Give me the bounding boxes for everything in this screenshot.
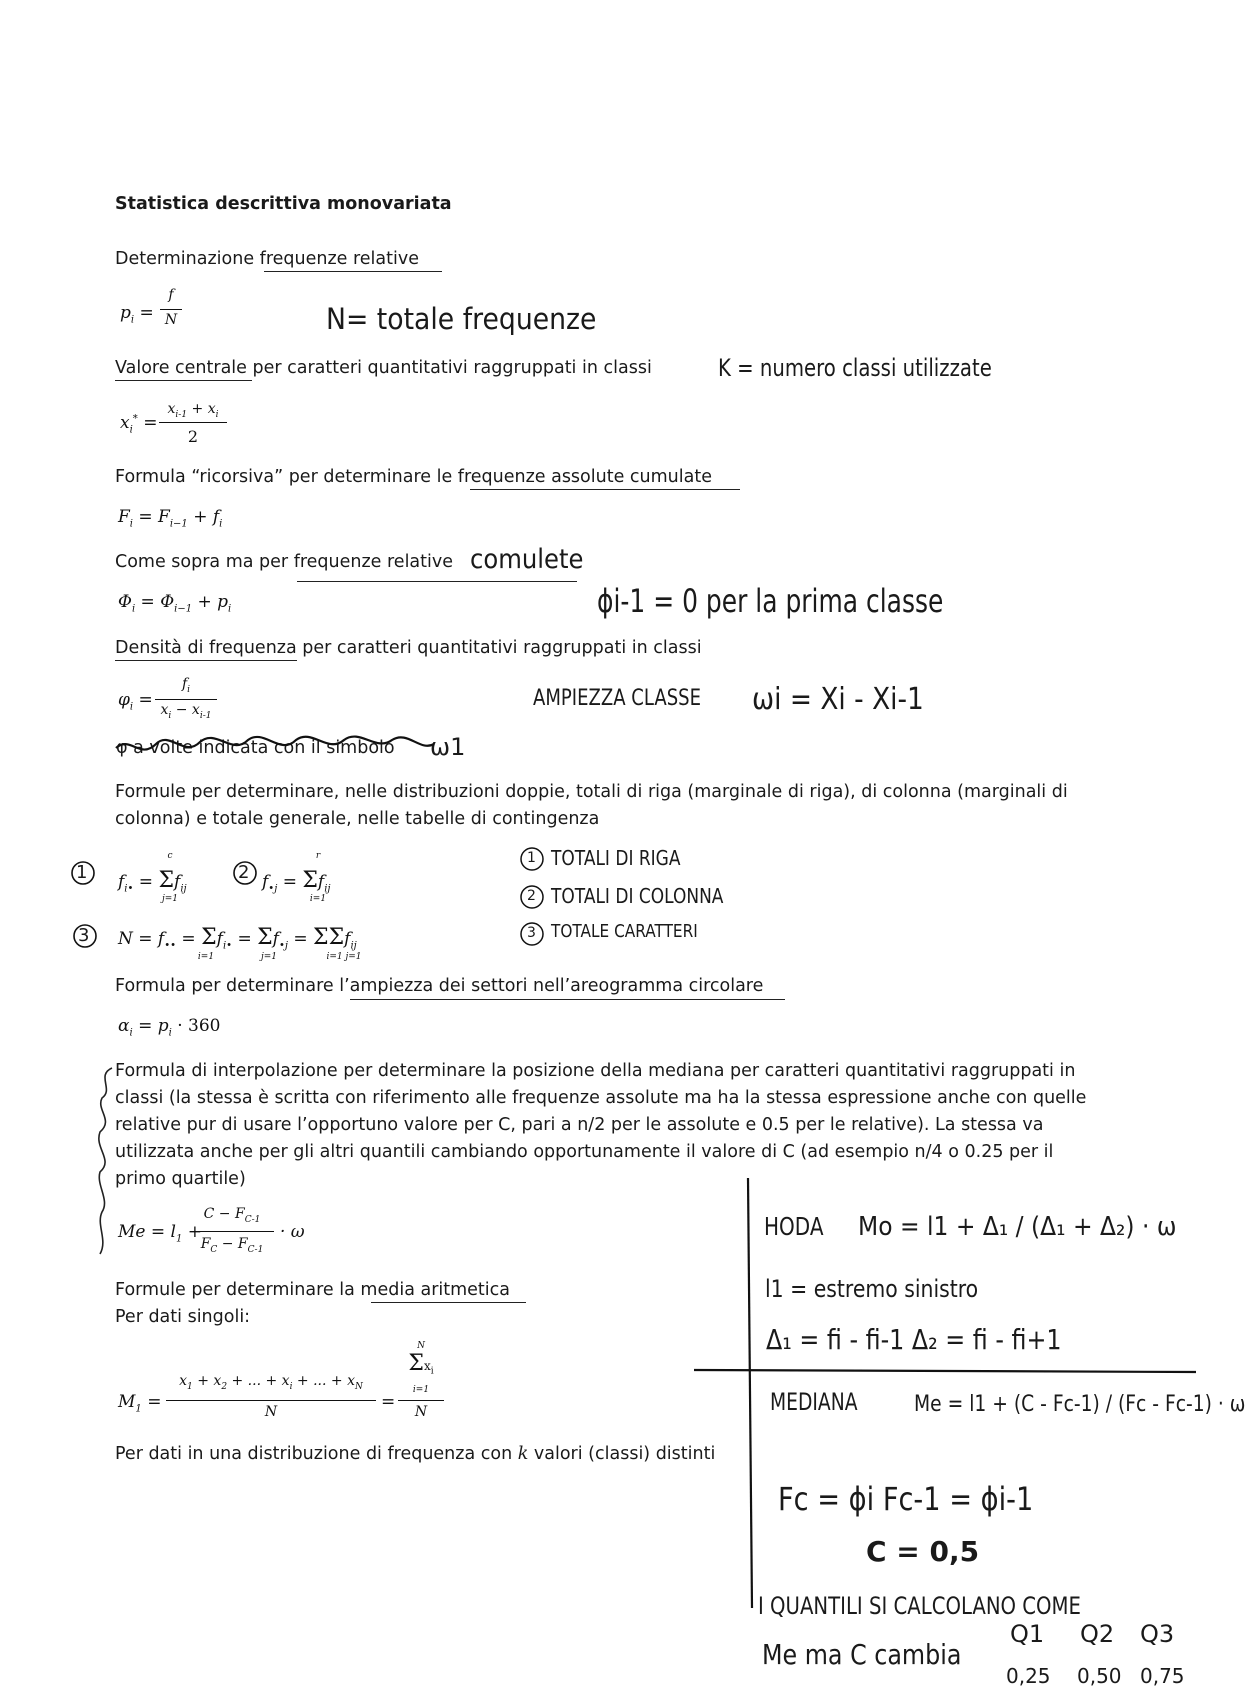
sum-upper: c (167, 851, 173, 861)
formula-den: 2 (187, 427, 199, 446)
hand-q3-value: 0,75 (1140, 1664, 1185, 1688)
formula-den: $x_i - x_{i-1}$ (160, 702, 212, 721)
handwritten-grand-total: TOTALE CARATTERI (551, 921, 698, 942)
sum-lower: j=1 (161, 894, 179, 904)
hand-moda-l1: l1 = estremo sinistro (765, 1275, 979, 1303)
circle-mark-1 (72, 862, 94, 884)
formula-column-totals: $f_{•j} = \Sigma f_{ij}$ (262, 868, 331, 895)
mediana-paragraph: Formula di interpolazione per determinare la posizione della mediana per caratteri quantitativi raggruppati in classi (la stessa è scritta con riferimento alle frequenze assolute ma ha la stessa espressione anche con quelle relative pur di usare l’opportuno valore per C, pari a n/2 per le assolute e 0.5 per le relative). La stessa va utilizzata anche per gli altri quantili cambiando opportunamente il valore di C (ad esempio n/4 o 0.25 per il primo quartile) (115, 1061, 1087, 1189)
handwritten-row-totals: TOTALI DI RIGA (551, 846, 681, 870)
brace-scribble (99, 1068, 112, 1254)
circled-note-mark-3: 3 (527, 925, 536, 941)
formula-den: $F_C - F_{C-1}$ (200, 1236, 264, 1255)
circled-mark-2: 2 (238, 862, 250, 883)
contingenza-paragraph: Formule per determinare, nelle distribuzioni doppie, totali di riga (marginale di riga), di colonna (marginali di colonna) e totale generale, nelle tabelle di contingenza (115, 782, 1068, 829)
strike-scribble (116, 737, 434, 750)
circle-mark-2 (234, 862, 256, 884)
hand-moda-label: HODA (764, 1212, 824, 1241)
sum-upper: r (315, 851, 321, 861)
handwritten-comulete: comulete (470, 544, 584, 575)
formula-sector-angle: $\alpha_i = p_i \cdot 360$ (118, 1016, 221, 1039)
media-single-data: Per dati singoli: (115, 1307, 251, 1327)
formula-lhs: $Me = l_1$ + (118, 1222, 202, 1245)
hand-q2-value: 0,50 (1077, 1664, 1122, 1688)
hand-mediana-formula: Me = l1 + (C - Fc-1) / (Fc - Fc-1) · ω (914, 1392, 1245, 1417)
heading-text: per caratteri quantitativi raggruppati in classi (246, 358, 652, 378)
heading-text: Come sopra ma per (115, 552, 294, 572)
circled-mark-1: 1 (76, 862, 88, 883)
formula-cumulative-relative: $\Phi_i = \Phi_{i-1} + p_i$ (118, 592, 232, 615)
heading-underlined: Densità di frequenza (115, 638, 297, 658)
formula-den: N (164, 312, 178, 328)
handwritten-note-phi: ϕi-1 = 0 per la prima classe (597, 582, 944, 620)
formula-den: N (414, 1404, 428, 1420)
heading-underlined: frequenze relative (293, 552, 454, 572)
hand-moda-formula: Mo = l1 + Δ₁ / (Δ₁ + Δ₂) · ω (858, 1212, 1177, 1242)
hand-quantili-line: I QUANTILI SI CALCOLANO COME (758, 1592, 1081, 1620)
handwritten-ampiezza: AMPIEZZA CLASSE (533, 686, 701, 711)
page-title: Statistica descrittiva monovariata (115, 194, 452, 214)
sum-lower: i=1 (412, 1385, 430, 1395)
formula-num: f (168, 287, 174, 303)
heading-underlined: ampiezza dei settori nell’areogramma circolare (349, 976, 764, 996)
circled-note-mark-1: 1 (527, 850, 536, 866)
formula-num: $C - F_{C-1}$ (203, 1206, 261, 1225)
hand-quantili-line2: Me ma C cambia (762, 1638, 962, 1671)
formula-den: N (264, 1404, 278, 1420)
heading-text: Determinazione (115, 249, 260, 269)
heading-text: Formula “ricorsiva” per determinare le (115, 467, 458, 487)
formula-equals: = (381, 1392, 396, 1412)
sum-lower: i=1 (197, 952, 215, 962)
formula-num: $x_{i-1} + x_i$ (167, 401, 219, 420)
formula-row-totals: $f_{i•} = \Sigma f_{ij}$ (118, 868, 187, 895)
formula-lhs: $\varphi_i$ = (118, 690, 153, 713)
sum-lower: i=1 j=1 (326, 952, 362, 962)
circle-note-1 (521, 848, 543, 870)
hand-mediana-label: MEDIANA (770, 1388, 858, 1416)
handwritten-omega1: ω1 (430, 733, 466, 761)
hand-q2: Q2 (1080, 1620, 1115, 1648)
formula-cumulative-absolute: $F_i = F_{i-1} + f_i$ (118, 507, 223, 530)
handwritten-width-formula: ωi = Xi - Xi-1 (752, 682, 924, 717)
sum-symbol: $\Sigma x_i$ (408, 1351, 434, 1377)
formula-lhs: $M_1$ = (118, 1392, 162, 1415)
formula-lhs: $x_i^*$ = (120, 413, 158, 436)
handwritten-note-k: K = numero classi utilizzate (718, 354, 992, 382)
circled-note-mark-2: 2 (527, 888, 536, 904)
struck-line: φ a volte indicata con il simbolo (116, 738, 395, 758)
circle-note-2 (521, 886, 543, 908)
heading-text: Formula per determinare l’ (115, 976, 350, 996)
heading-text: Formule per determinare la (115, 1280, 361, 1300)
circle-mark-3 (74, 925, 96, 947)
sum-lower: j=1 (260, 952, 278, 962)
handwritten-note-n: N= totale frequenze (326, 302, 597, 336)
heading-underlined: Valore centrale (115, 358, 247, 378)
hand-moda-delta: Δ₁ = fi - fi-1 Δ₂ = fi - fi+1 (766, 1323, 1062, 1356)
hand-fc-line: Fc = ϕi Fc-1 = ϕi-1 (778, 1480, 1034, 1518)
sum-upper: N (417, 1341, 425, 1351)
handwritten-column-totals: TOTALI DI COLONNA (551, 884, 724, 908)
hand-c-line: C = 0,5 (866, 1535, 980, 1568)
hand-q1-value: 0,25 (1006, 1664, 1051, 1688)
box-horizontal-line (694, 1370, 1196, 1372)
heading-underlined: media aritmetica (360, 1280, 511, 1300)
hand-q3: Q3 (1140, 1620, 1175, 1648)
heading-text: per caratteri quantitativi raggruppati in classi (296, 638, 702, 658)
formula-grand-total: $N = f_{••} = \Sigma f_{i•} = \Sigma f_{•j} = \Sigma\Sigma f_{ij}$ (118, 925, 357, 952)
circled-mark-3: 3 (78, 925, 90, 946)
hand-q1: Q1 (1010, 1620, 1045, 1648)
formula-num: $f_i$ (181, 676, 191, 695)
formula-tail: · ω (280, 1222, 305, 1242)
heading-underlined: frequenze relative (259, 249, 419, 269)
sum-lower: i=1 (309, 894, 327, 904)
formula-lhs: $p_i$ = (120, 303, 154, 326)
formula-num: $x_1 + x_2$ + ... + $x_i$ + ... + $x_N$ (179, 1373, 363, 1392)
media-distribution: Per dati in una distribuzione di frequenza con k valori (classi) distinti (115, 1444, 716, 1464)
heading-underlined: frequenze assolute cumulate (457, 467, 712, 487)
box-vertical-line (748, 1178, 752, 1608)
circle-note-3 (521, 923, 543, 945)
